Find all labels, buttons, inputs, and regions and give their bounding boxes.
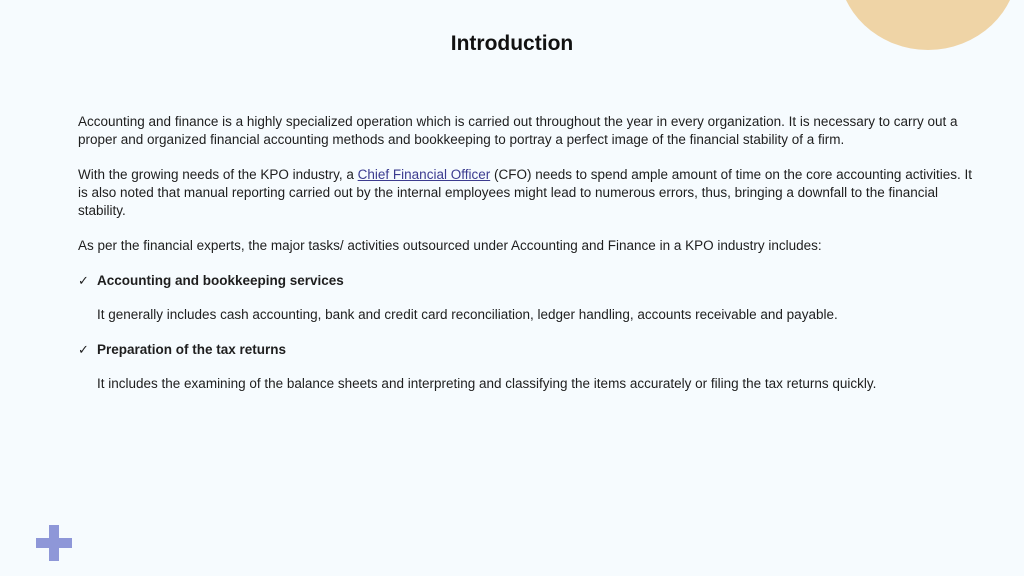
checkmark-icon: ✓ (78, 273, 89, 288)
page-title: Introduction (450, 32, 574, 55)
cfo-paragraph-start: With the growing needs of the KPO industry, a (78, 167, 358, 182)
slide-content (78, 113, 974, 393)
list-item-label: Preparation of the tax returns (97, 342, 287, 357)
checkmark-icon: ✓ (78, 342, 89, 357)
chief-financial-officer-link[interactable]: Chief Financial Officer (357, 167, 491, 182)
tasks-paragraph: As per the financial experts, the major tasks/ activities outsourced under Accounting and Finance in a KPO industry includes: (78, 238, 822, 253)
list-item-detail: It generally includes cash accounting, bank and credit card reconciliation, ledger handling, accounts receivable and payable. (97, 307, 838, 322)
plus-icon-vertical-bar (49, 525, 59, 561)
list-item-detail: It includes the examining of the balance sheets and interpreting and classifying the items accurately or filing the tax returns quickly. (97, 376, 877, 391)
list-item-tax-returns (78, 341, 974, 359)
cfo-paragraph-end: (CFO) needs to spend ample amount of time on the core accounting activities. It is also noted that manual reporting carried out by the internal employees might lead to numerous errors, thus, bringing a downfall to the financial stability. (78, 167, 972, 218)
list-item-label: Accounting and bookkeeping services (97, 273, 344, 288)
list-item-bookkeeping (78, 272, 974, 290)
cfo-paragraph (78, 166, 974, 220)
plus-icon (36, 525, 72, 561)
intro-paragraph: Accounting and finance is a highly specialized operation which is carried out throughout the year in every organization. It is necessary to carry out a proper and organized financial accounting methods and bookkeeping to portray a perfect image of the financial stability of a firm. (78, 114, 958, 147)
